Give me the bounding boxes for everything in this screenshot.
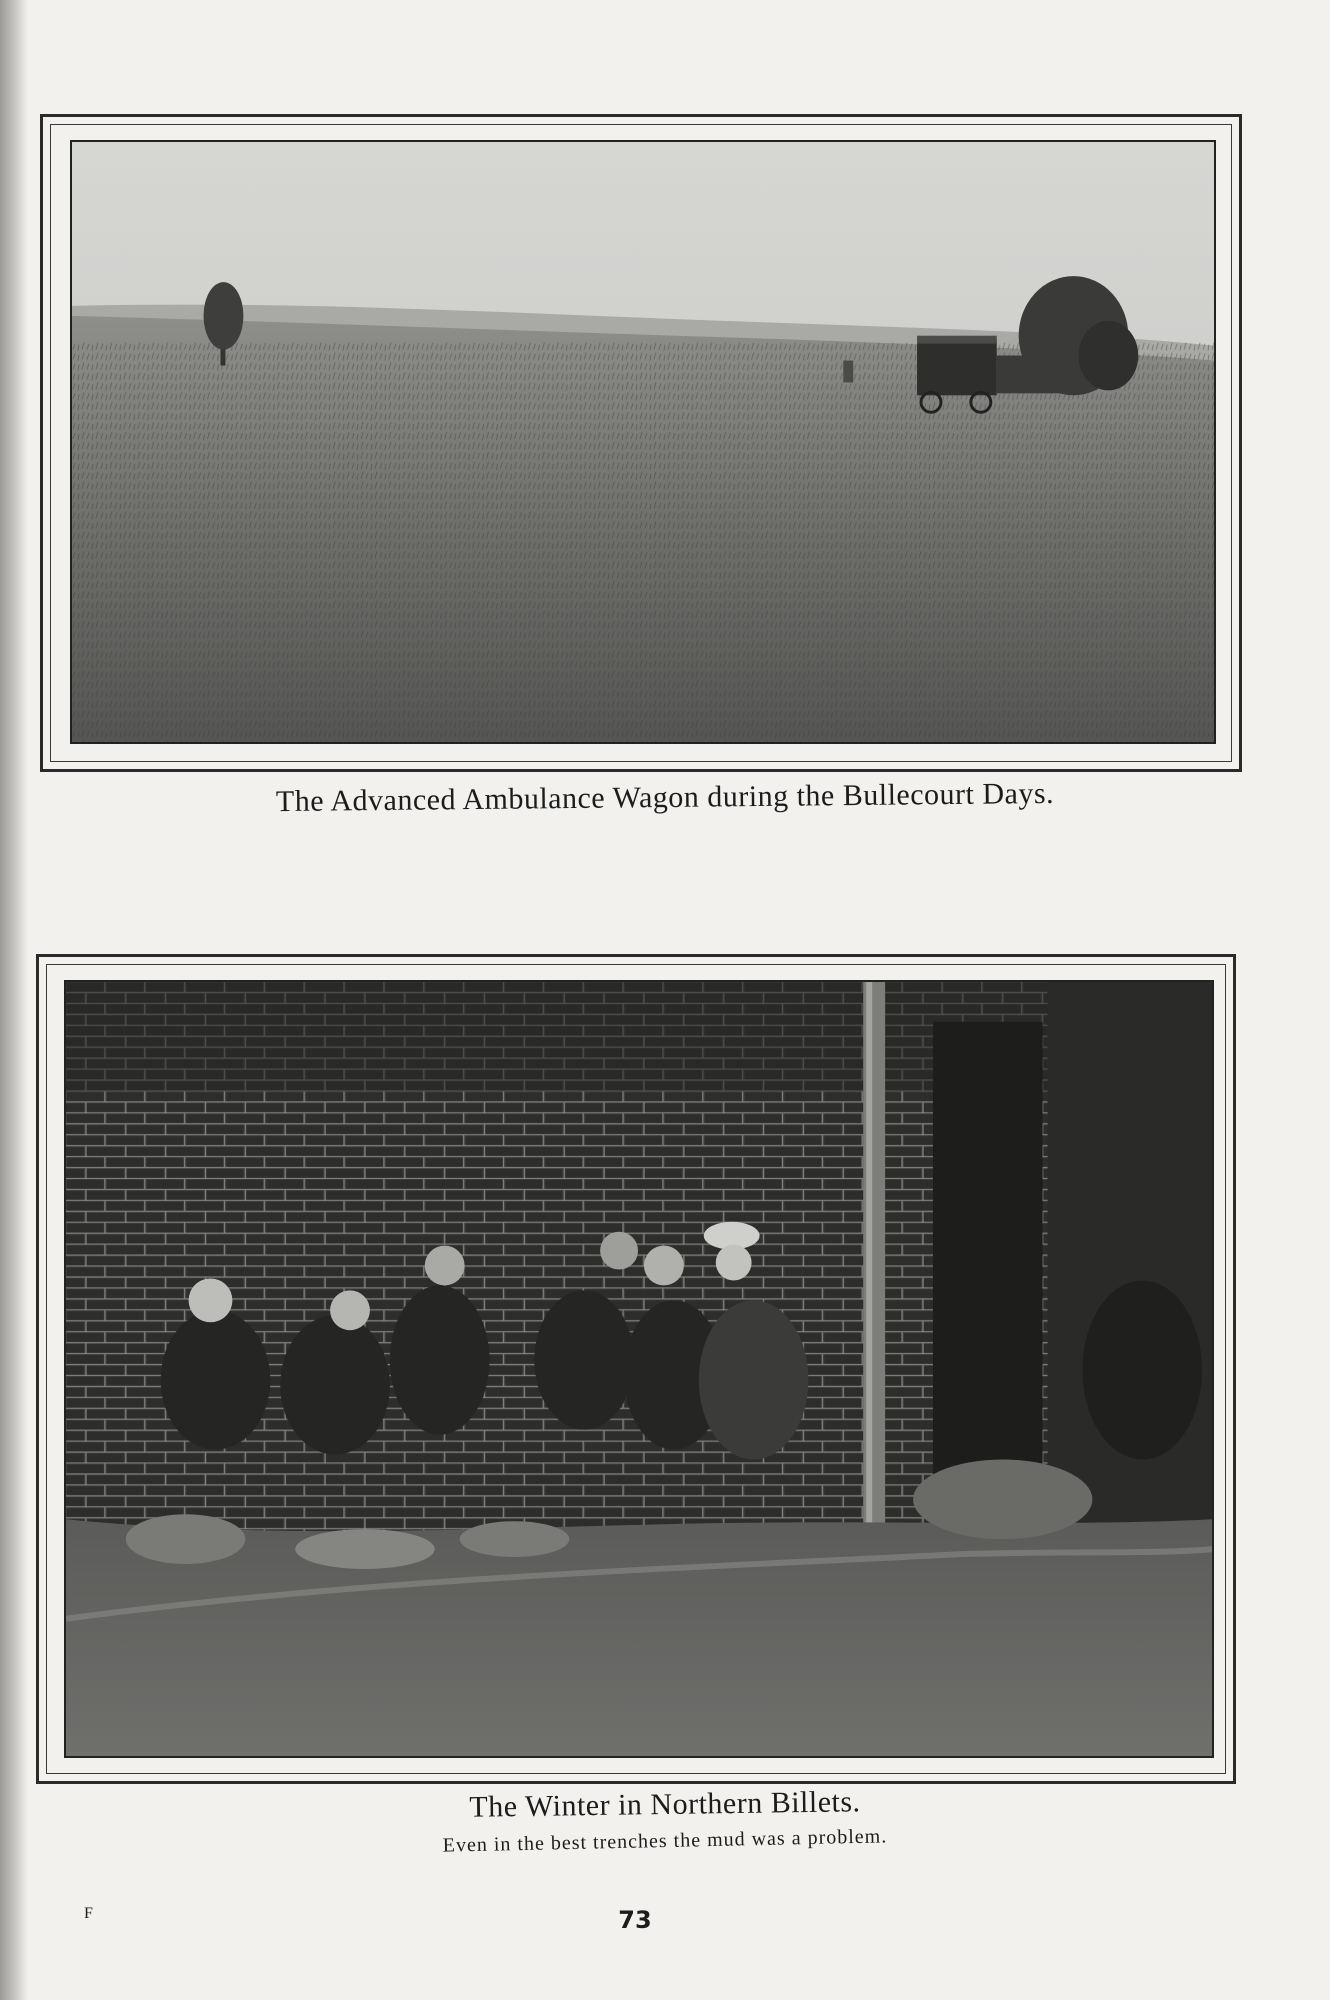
binding-gutter [0,0,28,2000]
page-number: 73 [618,1906,652,1934]
printer-signature-mark: F [84,1905,93,1922]
photo-ambulance-wagon-field [70,140,1216,744]
photo-2-subcaption: Even in the best trenches the mud was a problem. [442,1825,888,1857]
photo-soldiers-billets [64,980,1214,1758]
photo-2-caption: The Winter in Northern Billets. [469,1785,861,1824]
photo-1-caption: The Advanced Ambulance Wagon during the Bullecourt Days. [275,776,1055,819]
